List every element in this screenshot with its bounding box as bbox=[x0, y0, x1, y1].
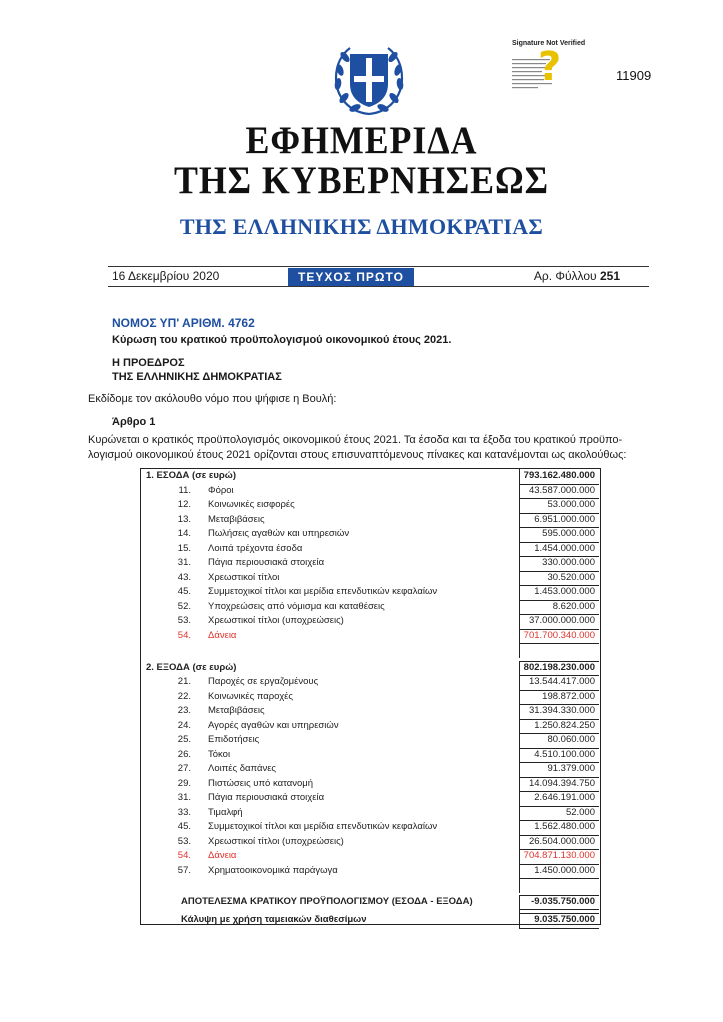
row-value: 793.162.480.000 bbox=[519, 469, 599, 484]
revenue-row bbox=[141, 600, 600, 615]
row-code: 11. bbox=[178, 484, 191, 496]
row-value: 31.394.330.000 bbox=[519, 704, 599, 719]
row-label: 1. ΕΣΟΔΑ (σε ευρώ) bbox=[146, 470, 236, 481]
row-value: 37.000.000.000 bbox=[519, 614, 599, 629]
page-number: 11909 bbox=[616, 68, 652, 83]
row-label: Χρηματοοικονομικά παράγωγα bbox=[208, 864, 338, 876]
row-code: 54. bbox=[177, 629, 191, 641]
row-label: Αγορές αγαθών και υπηρεσιών bbox=[208, 719, 339, 731]
expenditure-row bbox=[141, 849, 600, 864]
row-code: 29. bbox=[177, 777, 191, 789]
row-label: Κάλυψη με χρήση ταμειακών διαθεσίμων bbox=[181, 914, 367, 925]
revenue-row bbox=[141, 585, 600, 600]
expenditure-row bbox=[141, 748, 600, 763]
row-value: 1.453.000.000 bbox=[519, 585, 599, 600]
row-code: 43. bbox=[177, 571, 191, 583]
expenditure-row bbox=[141, 762, 600, 777]
cash-coverage-row bbox=[141, 913, 600, 928]
row-value: 1.250.824.250 bbox=[519, 719, 599, 734]
row-label: Χρεωστικοί τίτλοι (υποχρεώσεις) bbox=[208, 835, 344, 847]
row-value: 9.035.750.000 bbox=[519, 913, 599, 928]
greek-emblem bbox=[330, 40, 408, 118]
row-value: 198.872.000 bbox=[519, 690, 599, 705]
revenue-row bbox=[141, 571, 600, 586]
row-label: ΑΠΟΤΕΛΕΣΜΑ ΚΡΑΤΙΚΟΥ ΠΡΟΫΠΟΛΟΓΙΣΜΟΥ (ΕΣΟΔΑ - ΕΞΟΔΑ) bbox=[181, 895, 473, 907]
expenditure-row bbox=[141, 675, 600, 690]
row-code: 31. bbox=[177, 792, 191, 803]
row-label: Τιμαλφή bbox=[208, 806, 243, 818]
article-heading: Άρθρο 1 bbox=[112, 416, 156, 428]
expenditure-row bbox=[141, 690, 600, 705]
row-code: 54. bbox=[177, 850, 191, 861]
spacer-row bbox=[141, 878, 600, 893]
row-code: 33. bbox=[177, 806, 191, 818]
law-title: Κύρωση του κρατικού προϋπολογισμού οικονομικού έτους 2021. bbox=[112, 334, 452, 346]
row-code: 45. bbox=[177, 586, 191, 597]
row-value: 595.000.000 bbox=[519, 527, 599, 542]
row-value-empty bbox=[519, 878, 599, 893]
row-code: 25. bbox=[177, 734, 191, 745]
row-label: 2. ΕΞΟΔΑ (σε ευρώ) bbox=[146, 661, 237, 673]
expenditure-row bbox=[141, 704, 600, 719]
row-code: 57. bbox=[177, 864, 191, 876]
revenue-row bbox=[141, 498, 600, 513]
row-code: 31. bbox=[177, 557, 191, 568]
row-label: Πωλήσεις αγαθών και υπηρεσιών bbox=[208, 528, 350, 539]
expenditure-row bbox=[141, 733, 600, 748]
row-value: 330.000.000 bbox=[519, 556, 599, 571]
spacer-row bbox=[141, 643, 600, 658]
revenue-row bbox=[141, 527, 600, 542]
masthead-republic: ΤΗΣ ΕΛΛΗΝΙΚΗΣ ΔΗΜΟΚΡΑΤΙΑΣ bbox=[179, 214, 544, 239]
header-top-rule bbox=[108, 266, 649, 267]
row-label: Χρεωστικοί τίτλοι (υποχρεώσεις) bbox=[208, 615, 344, 626]
row-label: Πιστώσεις υπό κατανομή bbox=[208, 777, 313, 789]
row-value: 4.510.100.000 bbox=[519, 748, 599, 763]
row-code: 15. bbox=[177, 542, 191, 554]
row-code: 53. bbox=[177, 615, 191, 626]
article-paragraph: Κυρώνεται ο κρατικός προϋπολογισμός οικονομικού έτους 2021. Τα έσοδα και τα έξοδα του κρατικού προϋπο- λογισμού οικονομικού έτους 2021 ορίζονται στους επισυναπτόμενους πίνακες και κατανέμονται ως ακολούθως: bbox=[88, 434, 627, 461]
row-label: Κοινωνικές παροχές bbox=[208, 690, 293, 702]
row-label: Κοινωνικές εισφορές bbox=[208, 499, 295, 510]
masthead-subtitle: ΤΗΣ ΚΥΒΕΡΝΗΣΕΩΣ bbox=[173, 159, 550, 202]
header-bottom-rule bbox=[108, 286, 649, 287]
row-label: Δάνεια bbox=[208, 629, 237, 641]
president-heading-2: ΤΗΣ ΕΛΛΗΝΙΚΗΣ ΔΗΜΟΚΡΑΤΙΑΣ bbox=[112, 371, 282, 383]
revenue-row bbox=[141, 614, 600, 629]
issue-date: 16 Δεκεμβρίου 2020 bbox=[112, 269, 220, 283]
revenue-row bbox=[141, 629, 600, 644]
row-value-empty bbox=[519, 643, 599, 658]
row-label: Πάγια περιουσιακά στοιχεία bbox=[208, 792, 325, 803]
signature-not-verified-badge[interactable] bbox=[505, 40, 615, 102]
row-value: 91.379.000 bbox=[519, 762, 599, 777]
expenditure-row bbox=[141, 806, 600, 821]
expenditure-row bbox=[141, 835, 600, 850]
row-value: 6.951.000.000 bbox=[519, 513, 599, 528]
row-label: Φόροι bbox=[208, 484, 234, 496]
row-value: 701.700.340.000 bbox=[519, 629, 599, 644]
row-label: Χρεωστικοί τίτλοι bbox=[208, 571, 280, 583]
president-heading: Η ΠΡΟΕΔΡΟΣ bbox=[112, 357, 185, 369]
sheet-number: Αρ. Φύλλου 251 bbox=[533, 269, 620, 283]
row-code: 12. bbox=[177, 499, 191, 510]
row-value: 14.094.394.750 bbox=[519, 777, 599, 792]
row-value: 53.000.000 bbox=[519, 498, 599, 513]
question-mark-icon: ? bbox=[538, 44, 562, 90]
row-label: Δάνεια bbox=[208, 850, 237, 861]
expenditure-section-header bbox=[141, 661, 600, 676]
law-number: ΝΟΜΟΣ ΥΠ' ΑΡΙΘΜ. 4762 bbox=[112, 316, 255, 330]
revenue-row bbox=[141, 542, 600, 557]
row-label: Υποχρεώσεις από νόμισμα και καταθέσεις bbox=[208, 600, 385, 612]
revenue-row bbox=[141, 556, 600, 571]
row-value: 704.871.130.000 bbox=[519, 849, 599, 864]
row-code: 23. bbox=[177, 705, 191, 716]
row-label: Πάγια περιουσιακά στοιχεία bbox=[208, 557, 325, 568]
masthead-title: ΕΦΗΜΕΡΙΔΑ bbox=[245, 119, 478, 162]
expenditure-row bbox=[141, 864, 600, 879]
revenue-section-header bbox=[141, 469, 600, 484]
row-value: 1.562.480.000 bbox=[519, 820, 599, 835]
row-code: 45. bbox=[177, 821, 191, 832]
row-value: 8.620.000 bbox=[519, 600, 599, 615]
row-code: 21. bbox=[177, 676, 191, 687]
row-value: 30.520.000 bbox=[519, 571, 599, 586]
row-value: 1.454.000.000 bbox=[519, 542, 599, 557]
row-label: Τόκοι bbox=[208, 748, 231, 760]
row-label: Συμμετοχικοί τίτλοι και μερίδια επενδυτικών κεφαλαίων bbox=[208, 821, 438, 832]
row-code: 13. bbox=[177, 513, 191, 525]
value-column-divider bbox=[519, 928, 599, 929]
expenditure-row bbox=[141, 820, 600, 835]
row-value: 26.504.000.000 bbox=[519, 835, 599, 850]
row-code: 22. bbox=[177, 690, 191, 702]
row-label: Επιδοτήσεις bbox=[208, 734, 260, 745]
row-value: 2.646.191.000 bbox=[519, 791, 599, 806]
row-value: 52.000 bbox=[519, 806, 599, 821]
row-value: 1.450.000.000 bbox=[519, 864, 599, 879]
row-code: 52. bbox=[177, 600, 191, 612]
row-code: 27. bbox=[177, 763, 191, 774]
row-label: Συμμετοχικοί τίτλοι και μερίδια επενδυτικών κεφαλαίων bbox=[208, 586, 438, 597]
budget-result-row bbox=[141, 895, 600, 910]
row-value: 80.060.000 bbox=[519, 733, 599, 748]
expenditure-row bbox=[141, 791, 600, 806]
row-code: 53. bbox=[177, 835, 191, 847]
signature-status: Signature Not Verified bbox=[512, 40, 586, 47]
row-value: -9.035.750.000 bbox=[519, 895, 599, 910]
revenue-row bbox=[141, 513, 600, 528]
row-code: 26. bbox=[177, 748, 191, 760]
budget-table bbox=[140, 468, 601, 925]
row-value: 13.544.417.000 bbox=[519, 675, 599, 690]
issue-label: ΤΕΥΧΟΣ ΠΡΩΤΟ bbox=[288, 268, 414, 286]
row-code: 14. bbox=[177, 528, 191, 539]
revenue-row bbox=[141, 484, 600, 499]
expenditure-row bbox=[141, 719, 600, 734]
row-label: Μεταβιβάσεις bbox=[208, 705, 265, 716]
expenditure-row bbox=[141, 777, 600, 792]
row-value: 802.198.230.000 bbox=[519, 661, 599, 676]
row-code: 24. bbox=[177, 719, 191, 731]
row-value: 43.587.000.000 bbox=[519, 484, 599, 499]
row-label: Μεταβιβάσεις bbox=[208, 513, 265, 525]
row-label: Λοιπά τρέχοντα έσοδα bbox=[208, 542, 303, 554]
issued-text: Εκδίδομε τον ακόλουθο νόμο που ψήφισε η Βουλή: bbox=[88, 393, 337, 405]
row-label: Λοιπές δαπάνες bbox=[208, 763, 277, 774]
row-label: Παροχές σε εργαζομένους bbox=[208, 676, 319, 687]
